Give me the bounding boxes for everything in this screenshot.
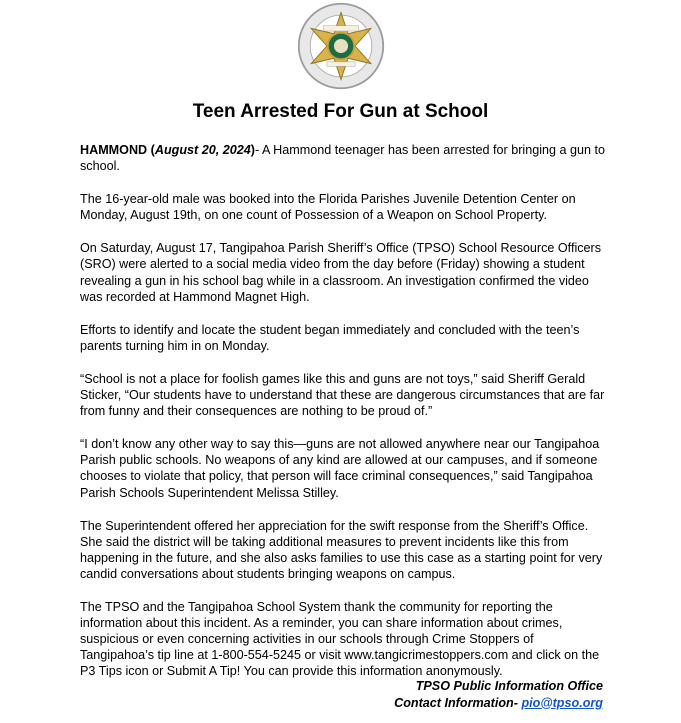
paragraph-text: - A Hammond teenager has been arrested for bringing a gun to school. — [80, 143, 606, 174]
dateline-date: August 20, 2024 — [154, 143, 251, 157]
paragraph: The Superintendent offered her appreciation for the swift response from the Sheriff’s Office. She said the district will be taking additional measures to prevent incidents like this from happening in the future, and she also asks families to use this case as a starting point for very candid conversations about students bringing weapons on campus. — [80, 518, 603, 581]
email-link[interactable]: pio@tpso.org — [521, 695, 603, 710]
contact-label: Contact Information- — [394, 695, 518, 710]
signature-block — [394, 678, 603, 711]
paragraph: “I don’t know any other way to say this—guns are not allowed anywhere near our Tangipahoa Parish public schools. No weapons of any kind are allowed at our campuses, and if someone chooses to violate that policy, that person will face criminal consequences,” said Tangipahoa Parish Schools Superintendent Melissa Stilley. — [80, 437, 600, 500]
article-body — [80, 142, 608, 696]
sheriff-badge-logo — [297, 2, 385, 90]
office-name: TPSO Public Information Office — [415, 679, 603, 693]
paragraph: The TPSO and the Tangipahoa School System thank the community for reporting the information about this incident. As a reminder, you can share information about crimes, suspicious or even concerning activities in our schools through Crime Stoppers of Tangipahoa’s tip line at 1-800-554-5245 or visit www.tangicrimestoppers.com and click on the P3 Tips icon or Submit A Tip! You can provide this information anonymously. — [80, 599, 600, 679]
paragraph: “School is not a place for foolish games like this and guns are not toys,” said Sheriff Gerald Sticker, “Our students have to understand that these are dangerous circumstances that are far from funny and their consequences are nothing to be proud of.” — [80, 371, 605, 419]
paragraph: Efforts to identify and locate the student began immediately and concluded with the teen’s parents turning him in on Monday. — [80, 322, 580, 353]
lead-paragraph: HAMMOND (August 20, 2024)- A Hammond teenager has been arrested for bringing a gun to school. — [80, 143, 606, 174]
page-title: Teen Arrested For Gun at School — [192, 101, 489, 122]
paragraph: On Saturday, August 17, Tangipahoa Parish Sheriff’s Office (TPSO) School Resource Officers (SRO) were alerted to a social media video from the day before (Friday) showing a student revealing a gun in his school bag while in a classroom. An investigation confirmed the video was recorded at Hammond Magnet High. — [80, 241, 602, 304]
dateline-city: HAMMOND — [80, 143, 148, 157]
paragraph: The 16-year-old male was booked into the Florida Parishes Juvenile Detention Center on Monday, August 19th, on one count of Possession of a Weapon on School Property. — [80, 192, 576, 223]
